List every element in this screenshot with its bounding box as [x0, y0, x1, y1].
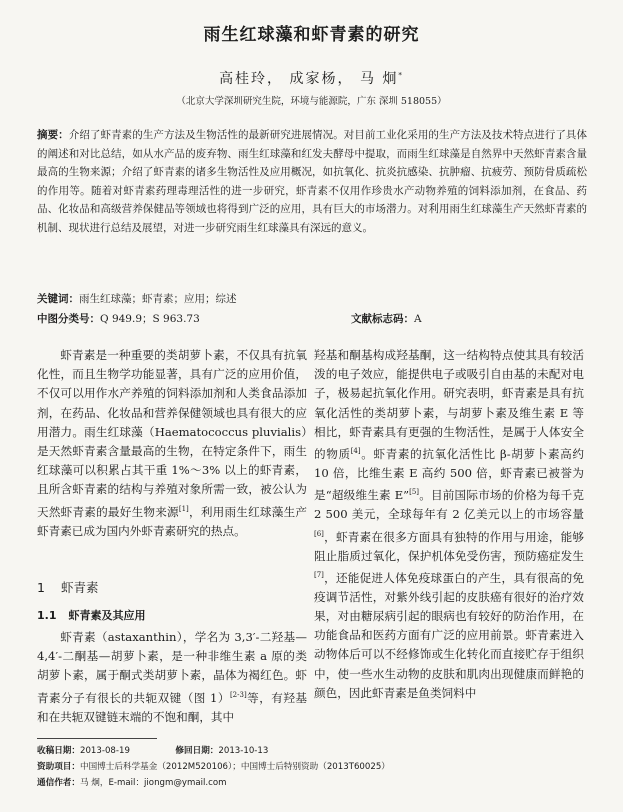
abstract-label: 摘要： — [37, 129, 69, 141]
citation: [7] — [314, 570, 324, 579]
clc-value: Q 949.9；S 963.73 — [100, 313, 200, 325]
revised-label: 修回日期： — [175, 746, 219, 756]
footnote-funding — [37, 760, 597, 772]
section-title: 虾青素 — [60, 580, 99, 595]
clc-label: 中图分类号： — [37, 313, 100, 325]
intro-paragraph: 虾青素是一种重要的类胡萝卜素，不仅具有抗氧化性，而且生物学功能显著，具有广泛的应用价值，不仅可以用作水产养殖的饲料添加剂和人类食品添加剂，在药品、化妆品和营养保健领域也具有很大的应用潜力。雨生红球藻（Haematococcus pluvialis）是天然虾青素含量最高的生物，在特定条件下，雨生红球藻可以积累占其干重 1%～3% 以上的虾青素，且所含虾青素的结构与养殖对象所需一致，被公认为天然虾青素的最好生物来源[1]，利用雨生红球藻生产虾青素已成为国内外虾青素研究的热点。 — [37, 348, 307, 538]
right-column — [314, 346, 584, 703]
subsection-title: 虾青素及其应用 — [68, 609, 146, 622]
keywords-text: 雨生红球藻；虾青素；应用；综述 — [79, 293, 237, 305]
subsection-number: 1.1 — [37, 609, 57, 622]
section-1-heading — [37, 578, 98, 596]
corr-label: 通信作者： — [37, 778, 80, 788]
corr-text: 马 炯，E-mail：jiongm@ymail.com — [79, 778, 227, 788]
author-list — [0, 68, 623, 88]
section-number: 1 — [37, 580, 45, 595]
fund-label: 资助项目： — [37, 762, 80, 772]
received-label: 收稿日期： — [37, 746, 80, 756]
paper-title: 雨生红球藻和虾青素的研究 — [203, 25, 420, 45]
citation: [4] — [350, 447, 361, 456]
document-code — [351, 311, 422, 326]
author-names: 高桂玲， 成家杨， 马 炯 — [219, 71, 399, 87]
corresponding-author-mark: * — [398, 71, 404, 80]
footnote-dates — [37, 744, 597, 756]
abstract — [37, 126, 587, 238]
keywords — [37, 291, 587, 306]
received-date: 2013-08-19 — [79, 746, 130, 756]
citation: [2-3] — [229, 690, 247, 699]
citation: [6] — [314, 529, 324, 538]
right-paragraph: 羟基和酮基构成羟基酮，这一结构特点使其具有较活泼的电子效应，能提供电子或吸引自由基的未配对电子，极易起抗氧化作用。研究表明，虾青素是具有抗氧化活性的类胡萝卜素，与胡萝卜素及维生素 E 等相比，虾青素具有更强的生物活性，是属于人体安全的物质[4]。虾青素的抗氧化活性比 β-胡萝卜素高约 10 倍，比维生素 E 高约 500 倍，虾青素已被誉为是“超级维生素 E”[5]。目前国际市场的价格为每千克 2 500 美元，全球每年有 2 亿美元以上的市场容量[6]，虾青素在很多方面具有独特的作用与用途，能够阻止脂质过氧化，保护机体免受伤害，预防癌症发生[7]，还能促进人体免疫球蛋白的产生，具有很高的免疫调节活性，对紫外线引起的皮肤癌有很好的治疗效果，对由糖尿病引起的眼病也有较好的防治作用，在功能食品和医药方面有广泛的应用前景。虾青素进入动物体后可以不经修饰或生化转化而直接贮存于组织中，使一些水生动物的皮肤和肌肉出现健康而鲜艳的颜色，因此虾青素是鱼类饲料中 — [314, 348, 584, 700]
citation: [5] — [409, 488, 420, 497]
astaxanthin-paragraph: 虾青素（astaxanthin），学名为 3,3′-二羟基—4,4′-二酮基—胡萝卜素，是一种非维生素 a 原的类胡萝卜素，属于酮式类胡萝卜素，晶体为褐红色。虾青素分子有很长的共轭双键（图 1）[2-3]等，有羟基和在共轭双键链末端的不饱和酮，其中 — [37, 630, 307, 724]
doc-code-label: 文献标志码： — [351, 313, 414, 325]
citation: [1] — [178, 504, 189, 513]
doc-code-value: A — [414, 313, 422, 325]
keywords-label: 关键词： — [37, 293, 79, 305]
classification-line — [37, 311, 587, 326]
affiliation: （北京大学深圳研究生院，环境与能源院，广东 深圳 518055） — [176, 96, 447, 107]
abstract-text: 介绍了虾青素的生产方法及生物活性的最新研究进展情况。对目前工业化采用的生产方法及技术特点进行了具体的阐述和对比总结，如从水产品的废弃物、雨生红球藻和红发夫酵母中提取，而雨生红球藻是自然界中天然虾青素含量最高的生物来源；介绍了虾青素的诸多生物活性及应用概况，如抗氧化、抗炎抗感染、抗肿瘤、抗疲劳、预防骨质疏松的作用等。随着对虾青素药理毒理活性的进一步研究，虾青素不仅用作珍贵水产动物养殖的饲料添加剂，在食品、药品、化妆品和高级营养保健品等领域也将得到广泛的应用，具有巨大的市场潜力。对利用雨生红球藻生产天然虾青素的机制、现状进行总结及展望，对进一步研究雨生红球藻具有深远的意义。 — [37, 129, 588, 234]
footnote-divider — [37, 738, 157, 739]
left-column — [37, 346, 307, 541]
footnote-correspondence — [37, 776, 597, 788]
fund-text: 中国博士后科学基金（2012M520106）；中国博士后特别资助（2013T60025） — [79, 762, 390, 772]
revised-date: 2013-10-13 — [218, 746, 269, 756]
section-1-1-heading — [37, 607, 146, 623]
left-column-lower — [37, 628, 307, 727]
